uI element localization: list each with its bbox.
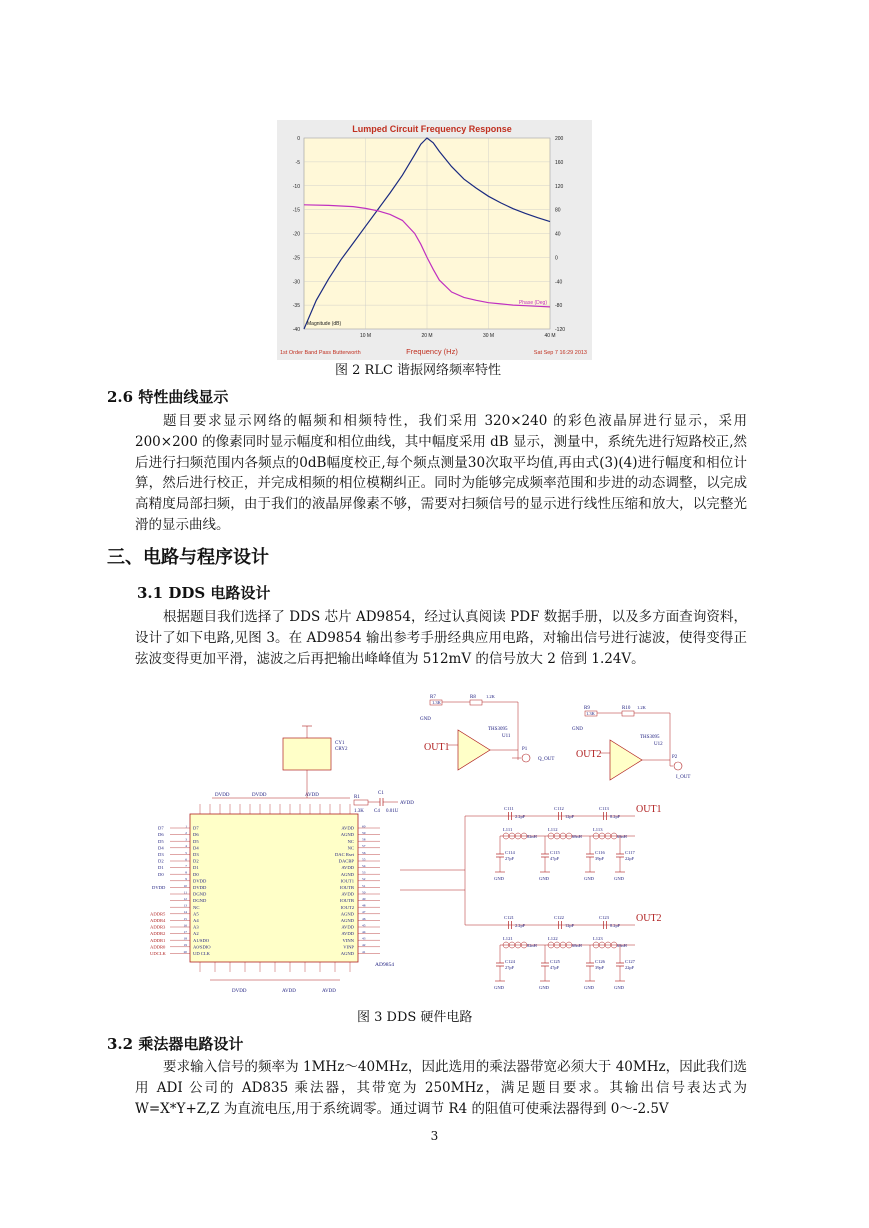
chip-left-pin-number: 15 bbox=[183, 916, 187, 921]
addr-net-label: ADDR4 bbox=[150, 918, 166, 923]
chip-right-pin-name: VINN bbox=[342, 937, 354, 943]
figure3-caption: 图 3 DDS 硬件电路 bbox=[357, 1010, 473, 1025]
data-net-label: D7 bbox=[158, 825, 164, 831]
page-number: 3 bbox=[430, 1129, 439, 1143]
p2-label: P2 bbox=[672, 755, 678, 760]
chip-right-pin-number: 42 bbox=[362, 943, 366, 948]
filter-inductor-label: L111 bbox=[503, 827, 513, 832]
chip-left-pin-number: 9 bbox=[185, 877, 187, 882]
chip-left-pin-number: 14 bbox=[183, 910, 187, 915]
chart-footer-left: 1st Order Band Pass Butterworth bbox=[280, 350, 361, 356]
filter-inductor-value: 68nH bbox=[617, 834, 627, 839]
r10-label: R10 bbox=[622, 706, 631, 711]
top-dvdd-label-2: DVDD bbox=[252, 793, 267, 798]
filter-shunt-cap-label: C117 bbox=[625, 850, 635, 855]
left-tick-label: -40 bbox=[292, 327, 300, 333]
chip-left-pin-number: 18 bbox=[183, 936, 187, 941]
r9-label: R9 bbox=[584, 706, 590, 711]
chip-left-pin-name: D7 bbox=[193, 825, 199, 831]
opamp2 bbox=[610, 740, 642, 780]
chip-left-pin-name: A2 bbox=[193, 931, 199, 937]
chip-right-pin-number: 58 bbox=[362, 837, 366, 842]
chip-right-pin-name: NC bbox=[347, 845, 354, 851]
filter-shunt-cap-value: 27pF bbox=[505, 965, 515, 970]
chip-left-pin-number: 16 bbox=[183, 923, 187, 928]
crystal bbox=[283, 738, 331, 770]
addr-net-label: ADDR3 bbox=[150, 924, 166, 930]
chip-left-pin-number: 13 bbox=[183, 903, 187, 908]
chip-left-pin-name: D0 bbox=[193, 871, 199, 877]
right-tick-label: 120 bbox=[555, 183, 564, 190]
x-tick-label: 40 M bbox=[544, 333, 556, 339]
bottom-dvdd-label: DVDD bbox=[232, 989, 247, 994]
right-tick-label: 0 bbox=[555, 255, 558, 262]
chart-title: Lumped Circuit Frequency Response bbox=[352, 124, 512, 134]
filter-inductor-value: 68nH bbox=[572, 834, 582, 839]
bottom-avdd-label: AVDD bbox=[282, 989, 296, 994]
filter-series-cap-label: C121 bbox=[504, 915, 514, 920]
chip-right-pin-name: VINP bbox=[343, 944, 354, 950]
chip-left-pin-name: A5 bbox=[193, 911, 199, 917]
filter-inductor-value: 68nH bbox=[617, 943, 627, 948]
filter-gnd-label: GND bbox=[584, 876, 594, 881]
section-3-1-heading: 3.1 DDS 电路设计 bbox=[137, 584, 271, 602]
r10-value: 1.2K bbox=[637, 705, 646, 710]
chip-left-pin-name: DVDD bbox=[193, 885, 207, 890]
c4-value: 0.01U bbox=[386, 809, 399, 814]
filter-series-cap-label: C112 bbox=[554, 806, 564, 811]
out2-net-left: OUT2 bbox=[576, 749, 602, 760]
r8-value: 1.2K bbox=[486, 694, 495, 699]
chip-left-pin-name: A3 bbox=[193, 924, 199, 930]
right-tick-label: 40 bbox=[555, 231, 561, 238]
chip-right-pin-number: 59 bbox=[362, 831, 366, 835]
bottom-avdd-label-2: AVDD bbox=[322, 989, 336, 994]
filter-shunt-cap-value: 47pF bbox=[550, 856, 560, 861]
opamp2-gnd: GND bbox=[572, 727, 583, 732]
filter-shunt-cap-value: 27pF bbox=[505, 856, 515, 861]
chip-right-pin-name: IOUT2 bbox=[340, 904, 354, 910]
out1-net-right: OUT1 bbox=[636, 804, 662, 815]
filter2-network bbox=[465, 915, 636, 990]
x-tick-label: 10 M bbox=[359, 333, 372, 339]
chip-right-pin-name: IOUT1 bbox=[340, 878, 354, 884]
filter-shunt-cap-label: C126 bbox=[595, 959, 605, 964]
chart-footer-right: Sat Sep 7 16:29 2013 bbox=[533, 350, 587, 356]
chip-right-pin-number: 53 bbox=[362, 870, 366, 875]
chip-right-pin-number: 57 bbox=[362, 844, 366, 849]
connector-p2 bbox=[674, 762, 682, 770]
chip-right-pin-number: 45 bbox=[362, 923, 366, 928]
chapter-3-heading: 三、电路与程序设计 bbox=[107, 547, 269, 568]
chip-left-pin-number: 19 bbox=[183, 943, 187, 948]
filter-gnd-label: GND bbox=[494, 985, 504, 990]
r7-value: 1.3K bbox=[432, 700, 441, 705]
opamp2-ref: U12 bbox=[654, 742, 663, 747]
chip-left-pin-name: D1 bbox=[193, 865, 199, 871]
filter-inductor-label: L123 bbox=[593, 936, 603, 941]
chip-left-pin-number: 7 bbox=[185, 864, 187, 868]
left-tick-label: -25 bbox=[292, 255, 300, 262]
chip-right-pin-name: AGND bbox=[340, 871, 354, 877]
right-tick-label: 160 bbox=[555, 159, 564, 166]
chip-right-pin-name: IOUTB bbox=[339, 885, 354, 890]
chip-left-pin-number: 1 bbox=[185, 824, 187, 829]
chip-left-pin-name: D4 bbox=[193, 845, 199, 851]
chip-right-pin-number: 54 bbox=[362, 864, 366, 868]
chip-left-pin-number: 5 bbox=[185, 850, 187, 855]
section-3-2-text: 要求输入信号的频率为 1MHz～40MHz，因此选用的乘法器带宽必须大于 40MHz，因此我们选用 ADI 公司的 AD835 乘法器，其带宽为 250MHz，满足题目要求。其输出信号表达式为 W=X*Y+Z,Z 为直流电压,用于系统调零。通过调节 R4 的阻值可使乘法器得到 0～-2.5V bbox=[135, 1059, 747, 1117]
chip-left-pin-name: D5 bbox=[193, 838, 199, 844]
chip-right-pin-name: AVDD bbox=[341, 931, 354, 937]
section-3-1-paragraph bbox=[135, 607, 747, 669]
data-net-label: D0 bbox=[158, 871, 164, 877]
r8-label: R8 bbox=[470, 695, 476, 700]
addr-net-label: ADDR2 bbox=[150, 931, 166, 937]
right-tick-label: -80 bbox=[555, 303, 563, 310]
chip-left-pin-name: A4 bbox=[193, 918, 199, 923]
filter1-network bbox=[465, 806, 635, 881]
filter-shunt-cap-label: C114 bbox=[505, 850, 515, 855]
r9-value: 1.3K bbox=[586, 711, 595, 716]
chip-top-pins bbox=[200, 798, 350, 814]
chip-right-pin-name: DACBP bbox=[338, 858, 354, 864]
data-net-label: D3 bbox=[158, 852, 164, 857]
ad9854-chip bbox=[190, 814, 358, 962]
chip-left-pin-number: 6 bbox=[185, 857, 187, 862]
filter-shunt-cap-label: C127 bbox=[625, 959, 635, 964]
chip-right-pin-name: AVDD bbox=[341, 825, 354, 831]
qout-label: Q_OUT bbox=[538, 757, 555, 762]
out2-net-right: OUT2 bbox=[636, 913, 662, 924]
data-net-label: D6 bbox=[158, 832, 164, 838]
right-tick-label: -40 bbox=[555, 279, 563, 286]
connector-p1 bbox=[522, 754, 530, 762]
filter-shunt-cap-value: 22pF bbox=[625, 856, 635, 861]
filter-series-cap-label: C123 bbox=[599, 915, 609, 920]
filter-shunt-cap-label: C125 bbox=[550, 959, 560, 964]
c1-label: C1 bbox=[378, 791, 384, 796]
filter-inductor-label: L112 bbox=[548, 827, 558, 832]
crystal-type: CRY2 bbox=[335, 747, 348, 752]
chip-left-pin-name: D6 bbox=[193, 832, 199, 838]
chip-right-pin-name: DAC Rset bbox=[334, 852, 354, 857]
data-net-label: D1 bbox=[158, 865, 164, 871]
filter-gnd-label: GND bbox=[539, 876, 549, 881]
section-2-6-heading: 2.6 特性曲线显示 bbox=[107, 388, 229, 406]
legend-magnitude: Magnitude (dB) bbox=[307, 321, 342, 327]
chip-left-pin-number: 3 bbox=[185, 837, 187, 842]
left-tick-label: -15 bbox=[292, 207, 300, 214]
chip-right-pin-number: 44 bbox=[362, 930, 366, 934]
filter-shunt-cap-value: 39pF bbox=[595, 856, 605, 861]
opamp2-part: THS3095 bbox=[640, 735, 660, 740]
right-tick-label: 80 bbox=[555, 207, 561, 214]
crystal-ref: CY1 bbox=[335, 741, 345, 746]
section-2-6-paragraph bbox=[135, 411, 747, 536]
addr-net-label: ADDR0 bbox=[150, 944, 166, 950]
data-net-label: D5 bbox=[158, 838, 164, 844]
chip-right-pin-name: AVDD bbox=[341, 865, 354, 871]
avdd-net: AVDD bbox=[400, 801, 414, 806]
filter-gnd-label: GND bbox=[494, 876, 504, 881]
section-3-2-paragraph bbox=[135, 1057, 747, 1119]
right-tick-label: 200 bbox=[555, 136, 564, 142]
chip-left-pin-name: DVDD bbox=[193, 878, 207, 884]
top-dvdd-label: DVDD bbox=[215, 793, 230, 798]
chip-left-pin-number: 11 bbox=[183, 890, 187, 895]
chip-right-pin-name: AGND bbox=[340, 832, 354, 838]
section-3-2-heading: 3.2 乘法器电路设计 bbox=[107, 1035, 244, 1053]
chip-right-pin-number: 43 bbox=[362, 936, 366, 941]
dds-schematic bbox=[140, 690, 700, 1000]
top-avdd-label: AVDD bbox=[305, 793, 319, 798]
left-tick-label: -35 bbox=[292, 303, 300, 310]
chip-left-pin-number: 12 bbox=[183, 897, 187, 901]
r1-value: 1.3K bbox=[354, 809, 364, 814]
filter-series-cap-label: C113 bbox=[599, 806, 609, 811]
chip-right-pin-name: AGND bbox=[340, 911, 354, 917]
filter-gnd-label: GND bbox=[539, 985, 549, 990]
chip-left-pin-name: UD CLK bbox=[193, 951, 210, 956]
addr-net-label: ADDR1 bbox=[150, 937, 166, 943]
filter-shunt-cap-label: C115 bbox=[550, 850, 560, 855]
section-3-1-text: 根据题目我们选择了 DDS 芯片 AD9854，经过认真阅读 PDF 数据手册，以及多方面查询资料，设计了如下电路,见图 3。在 AD9854 输出参考手册经典应用电路，对输出信号进行滤波，使得变得正弦波变得更加平滑，滤波之后再把输出峰峰值为 512mV 的信号放大 2 倍到 1.24V。 bbox=[135, 609, 747, 667]
c4-label: C4 bbox=[374, 809, 380, 814]
filter-series-cap-value: 8.2pF bbox=[610, 814, 621, 819]
filter-inductor-label: L113 bbox=[593, 827, 603, 832]
filter-series-cap-value: 8.2pF bbox=[610, 923, 621, 928]
filter-gnd-label: GND bbox=[614, 985, 624, 990]
opamp1-gnd: GND bbox=[420, 717, 431, 722]
filter-series-cap-label: C111 bbox=[504, 806, 514, 811]
chip-left-pin-number: 20 bbox=[183, 949, 187, 954]
filter-inductor-label: L122 bbox=[548, 936, 558, 941]
chip-left-pin-number: 8 bbox=[185, 870, 187, 875]
chip-right-pin-name: AGND bbox=[340, 951, 354, 956]
left-tick-label: -30 bbox=[292, 279, 300, 286]
chip-right-pin-number: 49 bbox=[362, 897, 366, 901]
frequency-response-chart bbox=[277, 120, 592, 360]
filter-series-cap-value: 2.2pF bbox=[515, 923, 526, 928]
chip-right-pin-name: AVDD bbox=[341, 924, 354, 930]
filter-shunt-cap-label: C116 bbox=[595, 850, 605, 855]
filter-gnd-label: GND bbox=[614, 876, 624, 881]
chip-right-pin-name: IOUTB bbox=[339, 898, 354, 904]
data-net-label: D4 bbox=[158, 845, 164, 851]
chip-left-pin-name: A1/SDO bbox=[193, 937, 210, 943]
filter-inductor-value: 82nH bbox=[527, 943, 537, 948]
section-2-6-text: 题目要求显示网络的幅频和相频特性，我们采用 320×240 的彩色液晶屏进行显示，采用 200×200 的像素同时显示幅度和相位曲线，其中幅度采用 dB 显示，测量中，系统先进行短路校正,然后进行扫频范围内各频点的0dB幅度校正,每个频点测量30次取平均值,再由式(3)(4)进行幅度和相位计算，然后进行校正，并完成相频的相位模糊纠正。同时为能够完成频率范围和步进的动态调整，以完成高精度局部扫频，由于我们的液晶屏像素不够，需要对扫频信号的显示进行线性压缩和放大，以完整光滑的显示曲线。 bbox=[135, 413, 747, 533]
p1-label: P1 bbox=[522, 747, 528, 752]
chip-left-pin-number: 17 bbox=[183, 930, 187, 934]
chip-label: AD9854 bbox=[375, 962, 394, 968]
filter-shunt-cap-label: C124 bbox=[505, 959, 515, 964]
x-tick-label: 30 M bbox=[482, 333, 495, 339]
chip-right-pin-number: 55 bbox=[362, 857, 366, 862]
chart-svg bbox=[277, 120, 592, 360]
out1-net-left: OUT1 bbox=[424, 742, 450, 753]
x-axis-label: Frequency (Hz) bbox=[406, 347, 458, 356]
chip-right-pin-number: 46 bbox=[362, 916, 366, 921]
chip-left-pin-name: D2 bbox=[193, 858, 199, 864]
chip-right-pin-name: NC bbox=[347, 838, 354, 844]
x-tick-label: 20 M bbox=[421, 333, 433, 339]
filter-inductor-value: 82nH bbox=[527, 834, 537, 839]
left-tick-label: -10 bbox=[292, 183, 300, 190]
chip-left-pin-number: 2 bbox=[185, 831, 187, 835]
filter-inductor-label: L121 bbox=[503, 936, 513, 941]
left-tick-label: -20 bbox=[292, 231, 300, 238]
chip-right-pin-number: 52 bbox=[362, 877, 366, 882]
filter-gnd-label: GND bbox=[584, 985, 594, 990]
left-tick-label: 0 bbox=[297, 136, 300, 142]
chip-right-pin-number: 41 bbox=[362, 949, 366, 954]
chip-left-pin-name: NC bbox=[193, 904, 200, 910]
chip-right-pin-number: 56 bbox=[362, 850, 366, 855]
r1-label: R1 bbox=[354, 795, 360, 800]
filter-shunt-cap-value: 22pF bbox=[625, 965, 635, 970]
chip-left-pin-number: 4 bbox=[185, 844, 187, 849]
addr-net-label: UDCLK bbox=[150, 951, 166, 956]
chip-left-pin-name: D3 bbox=[193, 852, 199, 857]
chip-right-pin-number: 51 bbox=[362, 883, 366, 888]
opamp1-part: THS3095 bbox=[488, 727, 508, 732]
opamp1-ref: U11 bbox=[502, 734, 511, 739]
chip-right-pin-number: 60 bbox=[362, 824, 366, 829]
opamp1 bbox=[458, 730, 490, 770]
chip-left-pin-name: A0/SDIO bbox=[193, 944, 211, 950]
r7-label: R7 bbox=[430, 695, 436, 700]
chip-left-pin-name: DGND bbox=[193, 891, 207, 897]
filter-series-cap-value: 12pF bbox=[565, 923, 575, 928]
chip-right-pin-number: 48 bbox=[362, 903, 366, 908]
right-tick-label: -120 bbox=[555, 327, 566, 333]
chip-right-pin-name: AGND bbox=[340, 918, 354, 923]
filter-series-cap-label: C122 bbox=[554, 915, 564, 920]
filter-series-cap-value: 2.2pF bbox=[515, 814, 526, 819]
chip-right-pin-number: 47 bbox=[362, 910, 366, 915]
chip-left-pin-name: DGND bbox=[193, 898, 207, 904]
filter-shunt-cap-value: 47pF bbox=[550, 965, 560, 970]
filter-shunt-cap-value: 39pF bbox=[595, 965, 605, 970]
chip-right-pin-name: AVDD bbox=[341, 891, 354, 897]
chip-left-pin-number: 10 bbox=[183, 883, 187, 888]
legend-phase: Phase (Deg) bbox=[518, 300, 547, 306]
schematic-svg bbox=[140, 690, 700, 1000]
chip-bottom-pins bbox=[200, 962, 350, 980]
filter-inductor-value: 68nH bbox=[572, 943, 582, 948]
left-tick-label: -5 bbox=[295, 159, 300, 166]
data-net-label: D2 bbox=[158, 858, 164, 864]
addr-net-label: ADDR5 bbox=[150, 911, 166, 917]
filter-series-cap-value: 12pF bbox=[565, 814, 575, 819]
iout-label: I_OUT bbox=[676, 775, 691, 780]
figure2-caption: 图 2 RLC 谐振网络频率特性 bbox=[335, 363, 502, 378]
dvdd-net-left: DVDD bbox=[152, 885, 166, 890]
chip-right-pin-number: 50 bbox=[362, 890, 366, 895]
